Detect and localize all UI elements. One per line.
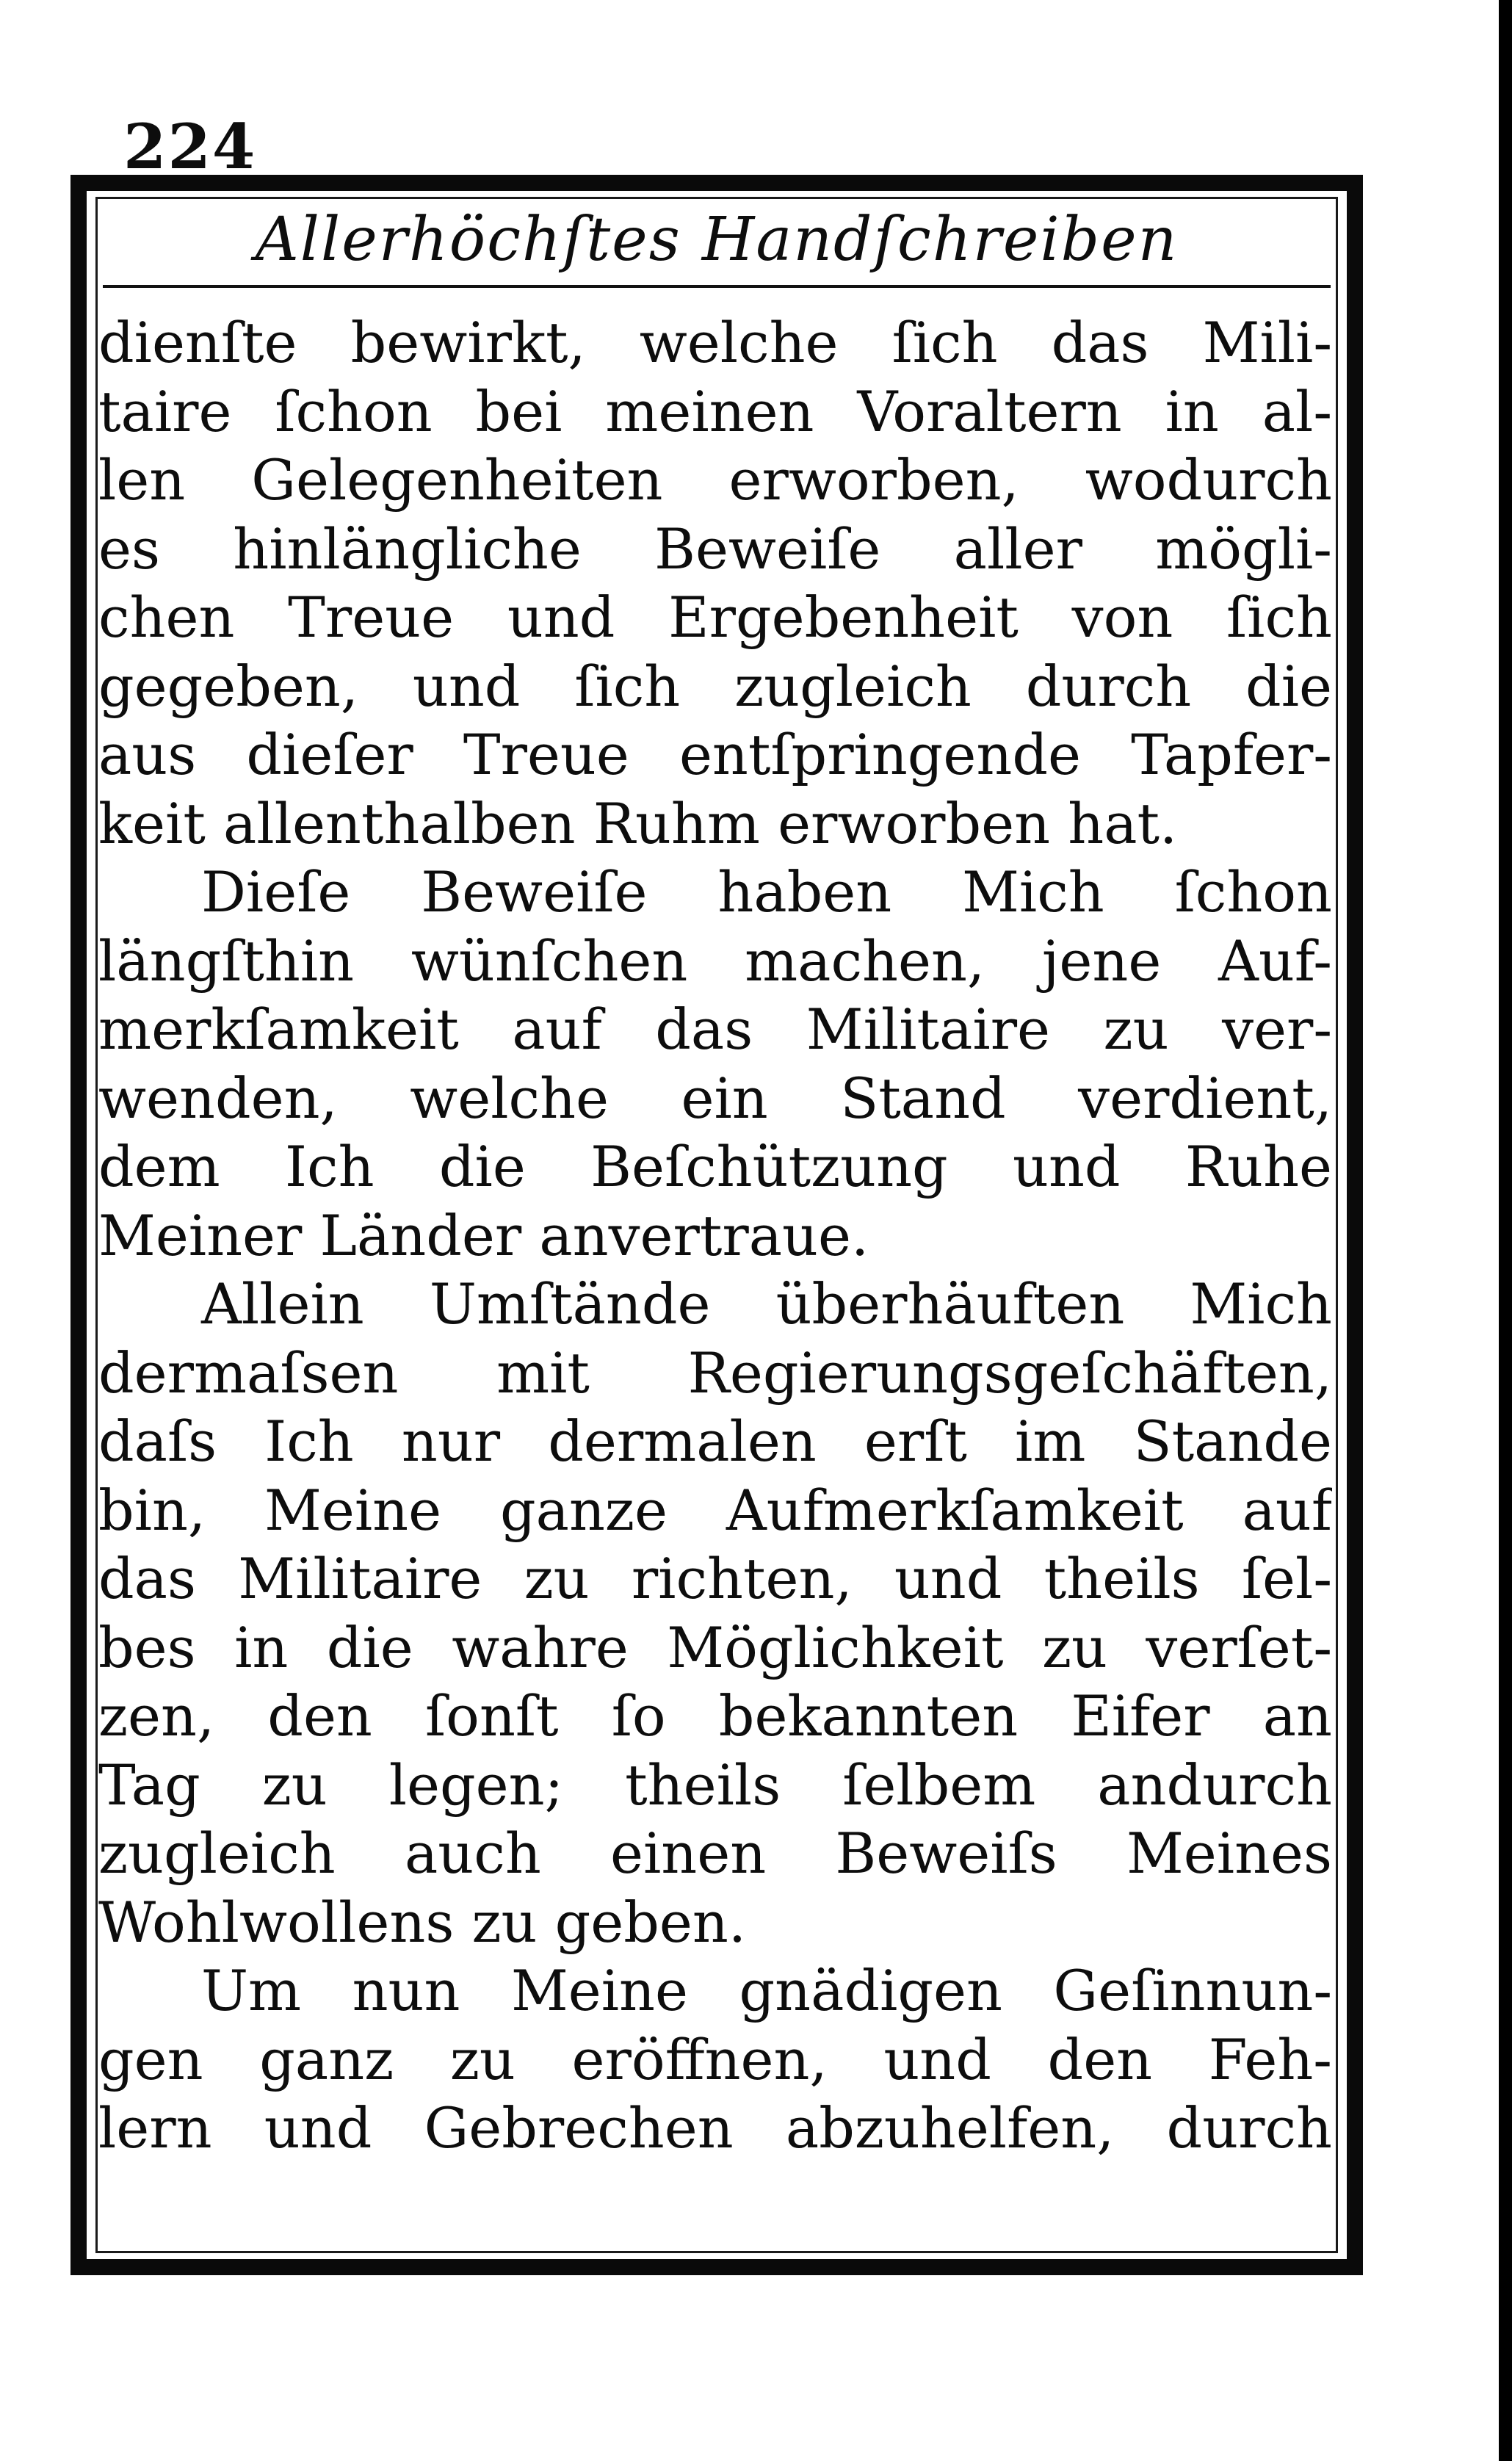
- text-line: dienſte bewirkt, welche ſich das Mili-: [98, 310, 1332, 375]
- text-line: zen, den ſonſt ſo bekannten Eifer an: [98, 1683, 1332, 1749]
- page-edge: [1499, 0, 1512, 2461]
- text-line: Um nun Meine gnädigen Geſinnun-: [201, 1958, 1332, 2023]
- text-line: dermaſsen mit Regierungsgeſchäften,: [98, 1340, 1332, 1406]
- text-line: daſs Ich nur dermalen erſt im Stande: [98, 1409, 1332, 1474]
- text-line: merkſamkeit auf das Militaire zu ver-: [98, 997, 1332, 1062]
- text-line: das Militaire zu richten, und theils ſel-: [98, 1546, 1332, 1611]
- header-rule: [103, 285, 1331, 288]
- text-line: Wohlwollens zu geben.: [98, 1889, 746, 1955]
- text-line: bin, Meine ganze Aufmerkſamkeit auf: [98, 1477, 1332, 1543]
- text-line: Dieſe Beweiſe haben Mich ſchon: [201, 859, 1332, 925]
- text-line: wenden, welche ein Stand verdient,: [98, 1065, 1332, 1131]
- page-number: 224: [123, 110, 257, 183]
- text-line: zugleich auch einen Beweiſs Meines: [98, 1821, 1332, 1886]
- running-head: Allerhöchſtes Handſchreiben: [255, 205, 1179, 275]
- text-line: keit allenthalben Ruhm erworben hat.: [98, 790, 1178, 856]
- text-line: gen ganz zu eröffnen, und den Feh-: [98, 2026, 1332, 2092]
- text-line: Allein Umſtände überhäuften Mich: [201, 1271, 1332, 1337]
- text-line: chen Treue und Ergebenheit von ſich: [98, 585, 1332, 650]
- body-text: [98, 308, 1332, 2163]
- text-line: gegeben, und ſich zugleich durch die: [98, 653, 1332, 719]
- text-line: längſthin wünſchen machen, jene Auf-: [98, 928, 1332, 994]
- text-line: len Gelegenheiten erworben, wodurch: [98, 447, 1332, 513]
- text-line: taire ſchon bei meinen Voraltern in al-: [98, 378, 1332, 444]
- text-line: bes in die wahre Möglichkeit zu verſet-: [98, 1614, 1332, 1680]
- text-line: dem Ich die Beſchützung und Ruhe: [98, 1134, 1332, 1199]
- text-line: aus dieſer Treue entſpringende Tapfer-: [98, 722, 1332, 787]
- text-line: Tag zu legen; theils ſelbem andurch: [98, 1752, 1332, 1818]
- text-line: es hinlängliche Beweiſe aller mögli-: [98, 516, 1332, 582]
- text-line: Meiner Länder anvertraue.: [98, 1202, 869, 1268]
- text-line: lern und Gebrechen abzuhelfen, durch: [98, 2095, 1332, 2161]
